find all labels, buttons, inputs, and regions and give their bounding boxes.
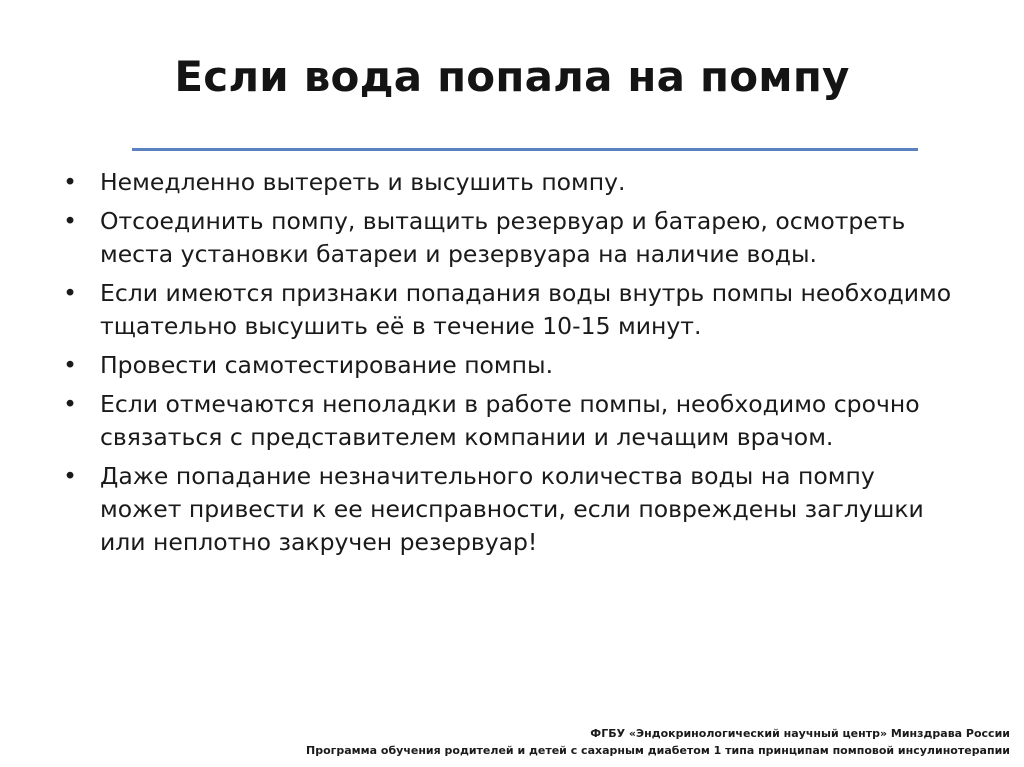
- bullet-icon: •: [63, 462, 77, 490]
- list-item: [60, 277, 960, 343]
- list-item: [60, 166, 960, 199]
- bullet-text: Если отмечаются неполадки в работе помпы, необходимо срочно связаться с представителем компании и лечащим врачом.: [100, 390, 920, 451]
- footer-program: Программа обучения родителей и детей с сахарным диабетом 1 типа принципам помповой инсулинотерапии: [306, 744, 1010, 757]
- bullet-icon: •: [63, 207, 77, 235]
- bullet-icon: •: [63, 168, 77, 196]
- bullet-text: Отсоединить помпу, вытащить резервуар и батарею, осмотреть места установки батареи и резервуара на наличие воды.: [100, 207, 906, 268]
- bullet-icon: •: [63, 390, 77, 418]
- list-item: [60, 460, 960, 559]
- bullet-text: Немедленно вытереть и высушить помпу.: [100, 168, 626, 196]
- bullet-icon: •: [63, 351, 77, 379]
- bullet-text: Провести самотестирование помпы.: [100, 351, 554, 379]
- slide-title: Если вода попала на помпу: [174, 52, 850, 101]
- bullet-icon: •: [63, 279, 77, 307]
- footer-organization: ФГБУ «Эндокринологический научный центр» Минздрава России: [590, 727, 1010, 740]
- bullet-text: Если имеются признаки попадания воды внутрь помпы необходимо тщательно высушить её в течение 10-15 минут.: [100, 279, 952, 340]
- bullet-list: [60, 166, 960, 565]
- list-item: [60, 349, 960, 382]
- slide-footer: [306, 725, 1010, 759]
- title-underline: [132, 148, 918, 151]
- list-item: [60, 205, 960, 271]
- list-item: [60, 388, 960, 454]
- bullet-text: Даже попадание незначительного количества воды на помпу может привести к ее неисправности, если повреждены заглушки или неплотно закручен резервуар!: [100, 462, 924, 556]
